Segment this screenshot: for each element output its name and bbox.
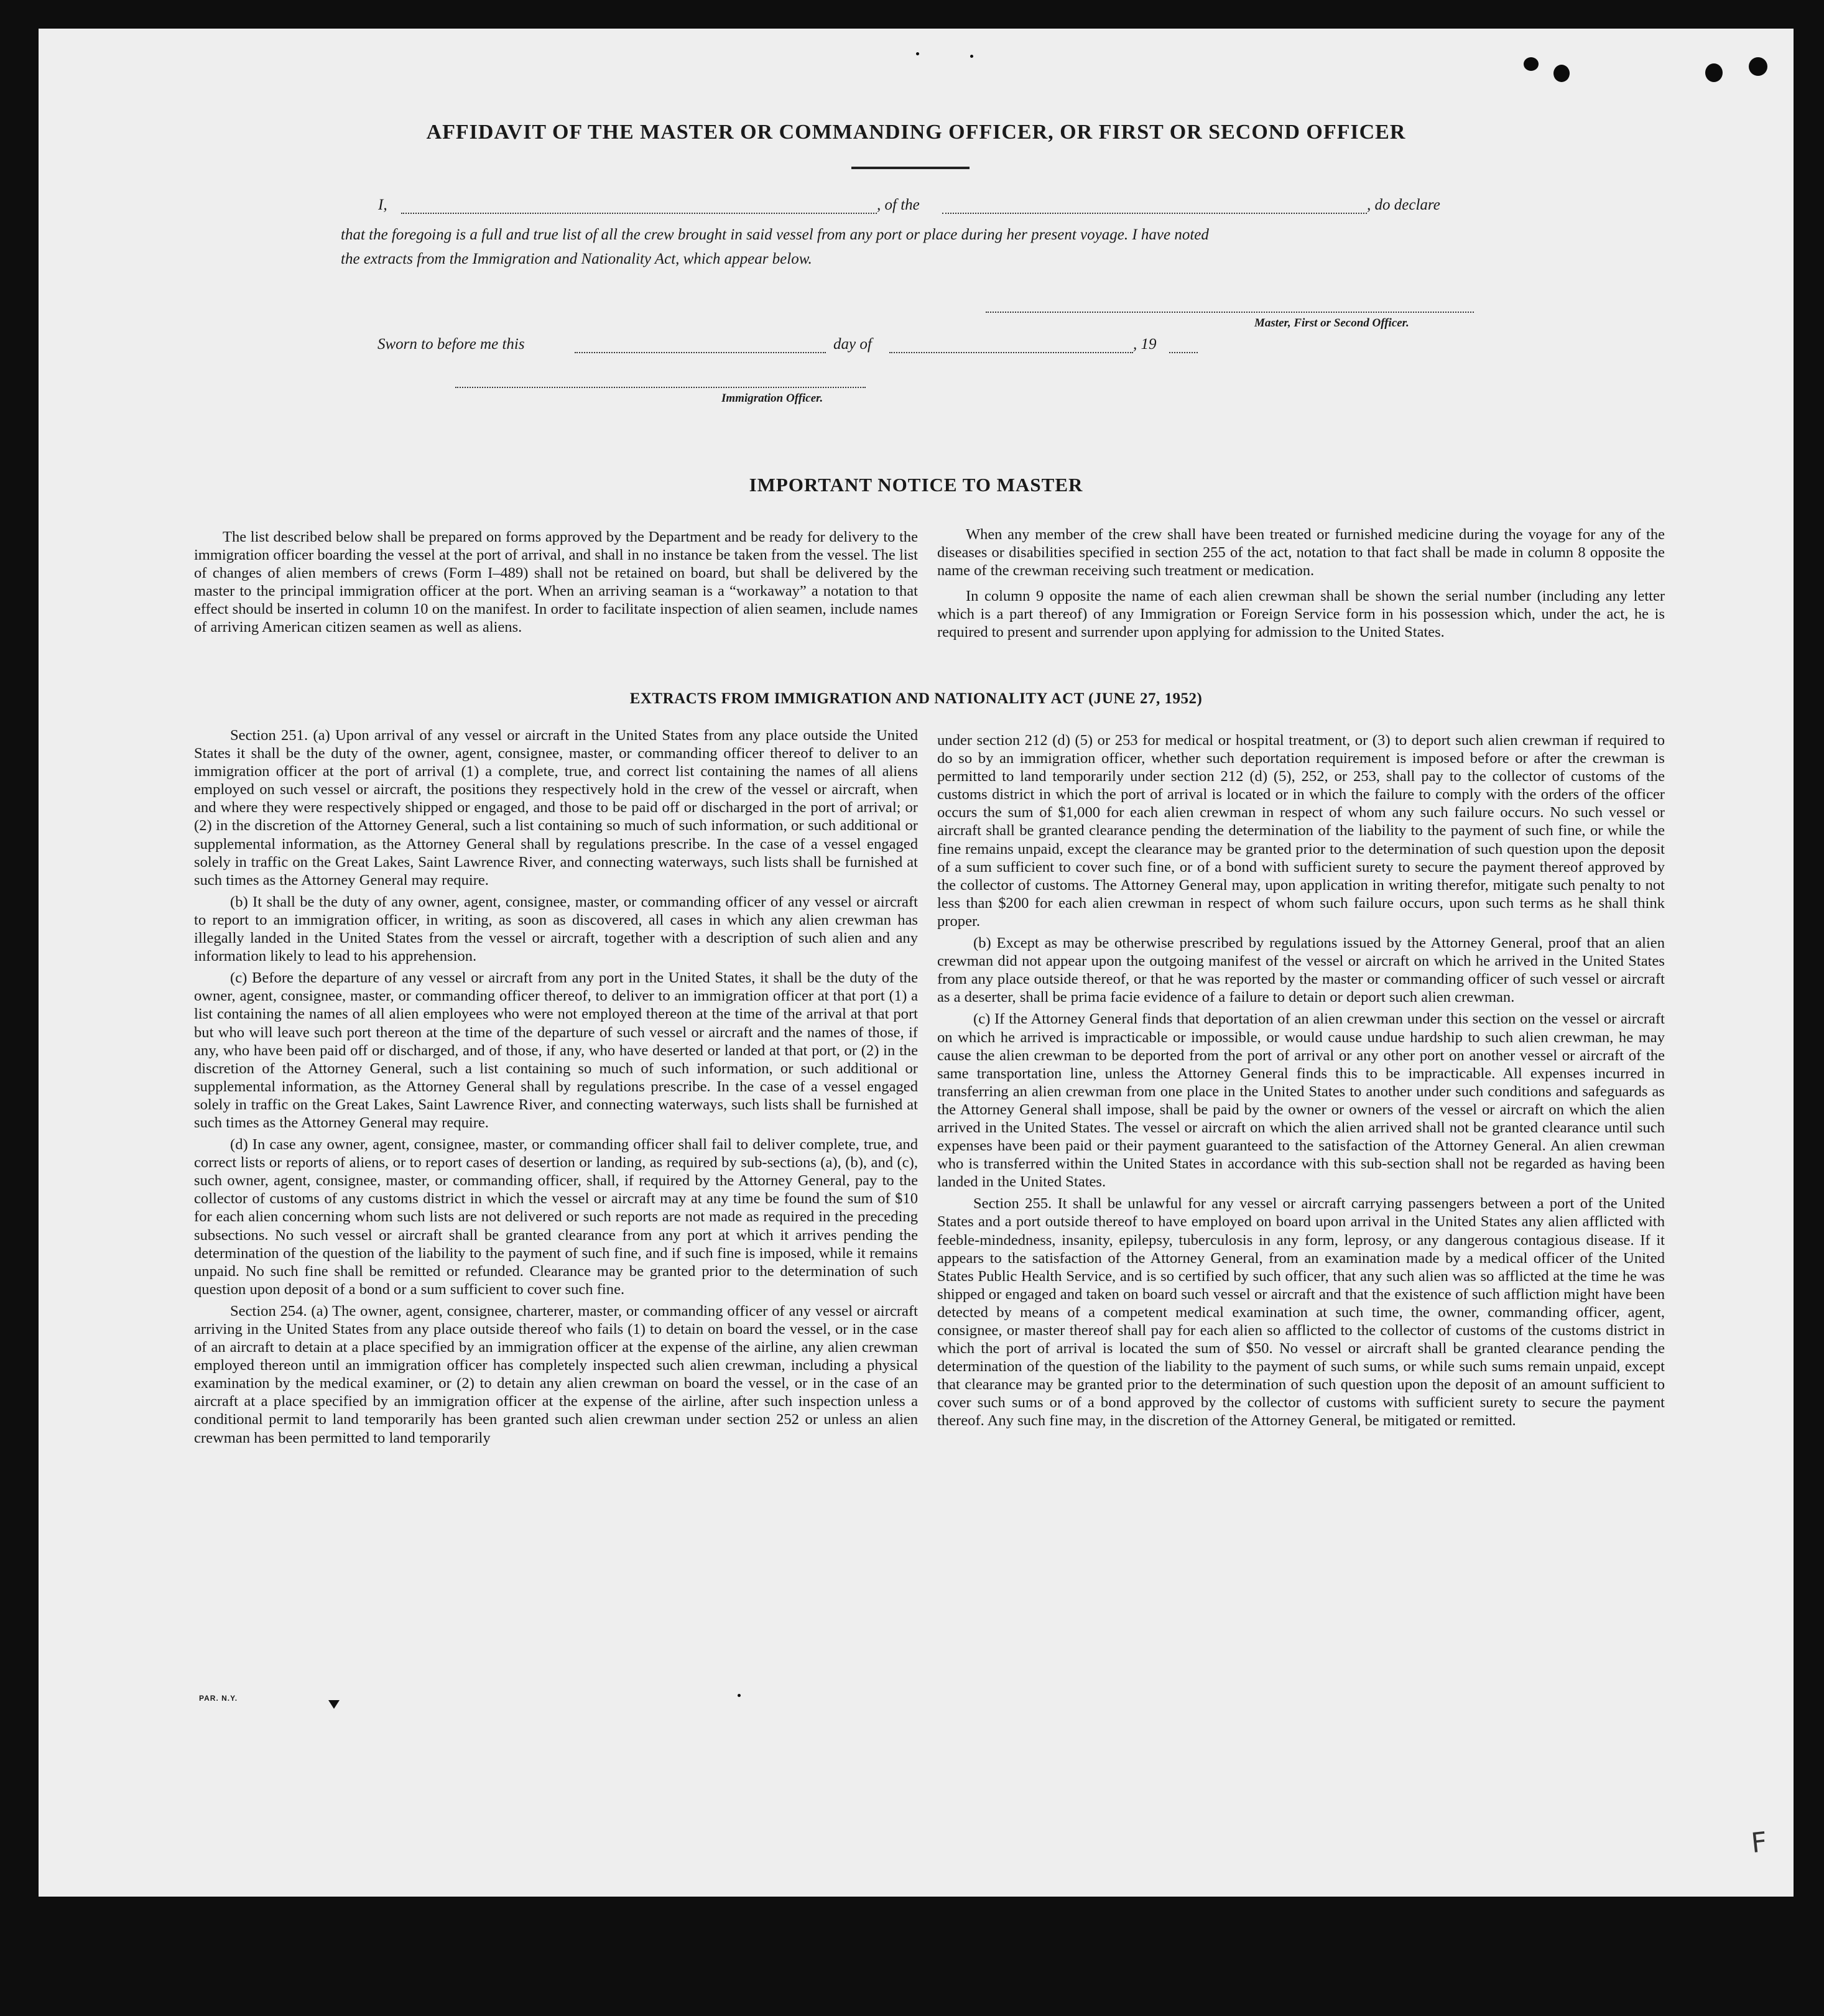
sworn-day-field[interactable] bbox=[575, 352, 826, 353]
section-251-d: (d) In case any owner, agent, consignee, master, or commanding officer shall fail to deliver complete, true, and correct lists or reports of aliens, or to report cases of desertion or landing, as required by sub-sections (a), (b), and (c), such owner, agent, consignee, master, or commanding officer, shall, if required by the Attorney General, pay to the collector of customs of any customs district in which the vessel or aircraft may at any time be found the sum of $10 for each alien concerning whom such lists are not delivered or such reports are not made as required in the preceding subsections. No such vessel or aircraft shall be granted clearance from any port at which it arrives pending the determination of the question of the liability to the payment of such fine, and if such fine is imposed, while it remains unpaid. No such fine shall be remitted or refunded. Clearance may be granted prior to the determination of such question upon deposit of a bond or a sum sufficient to cover such fine. bbox=[194, 1136, 918, 1298]
day-of-label: day of bbox=[833, 336, 872, 353]
notice-right-paragraph-1: When any member of the crew shall have been treated or furnished medicine during the voyage for any of the diseases or disabilities specified in section 255 of the act, notation to that fact shall be made in column 8 opposite the name of the crewman receiving such treatment or medication. bbox=[937, 526, 1665, 579]
ink-speck bbox=[916, 52, 919, 55]
sworn-month-field[interactable] bbox=[889, 352, 1133, 353]
extracts-left-column bbox=[194, 726, 918, 1451]
sworn-label: Sworn to before me this bbox=[377, 336, 525, 353]
year-label: , 19 bbox=[1133, 336, 1157, 353]
section-251-c: (c) Before the departure of any vessel or aircraft from any port in the United States, it shall be the duty of the owner, agent, consignee, master, or commanding officer thereof, to deliver to an immigration officer at that port (1) a list containing the names of all alien employees who were not employed thereon at the time of the arrival at that port but who will leave such port thereon at the time of the departure of such vessel or aircraft and the names of those, if any, who have been paid off or discharged, and of those, if any, who have deserted or landed at that port, or (2) in the discretion of the Attorney General, such a list containing so much of such information, or such additional or supplemental information, as the Attorney General shall by regulations prescribe. In the case of a vessel engaged solely in traffic on the Great Lakes, Saint Lawrence River, and connecting waterways, such lists shall be furnished at such times as the Attorney General may require. bbox=[194, 969, 918, 1131]
handwritten-mark: F bbox=[1749, 1826, 1769, 1860]
affidavit-title: AFFIDAVIT OF THE MASTER OR COMMANDING OFFICER, OR FIRST OR SECOND OFFICER bbox=[426, 121, 1406, 144]
notice-title: IMPORTANT NOTICE TO MASTER bbox=[749, 474, 1083, 496]
ink-speck bbox=[738, 1694, 741, 1697]
section-255: Section 255. It shall be unlawful for any vessel or aircraft carrying passengers between a port of the United States and a port outside thereof to have employed on board upon arrival in the United States any alien afflicted with feeble-mindedness, insanity, epilepsy, tuberculosis in any form, leprosy, or any dangerous contagious disease. If it appears to the satisfaction of the Attorney General, from an examination made by a medical officer of the United States Public Health Service, and is so certified by such officer, that any such alien was so afflicted at the time he was shipped or engaged and taken on board such vessel or aircraft and that the existence of such affliction might have been detected by means of a competent medical examination at such time, the owner, commanding officer, agent, consignee, or master thereof shall pay for each alien so afflicted to the collector of customs of the customs district in which the port of arrival is located the sum of $50. No vessel or aircraft shall be granted clearance pending the determination of the question of the liability to the payment of such sums, or while such sums remain unpaid, except that clearance may be granted prior to the determination of such question upon the deposit of an amount sufficient to cover such sums or of a bond approved by the collector of customs with sufficient surety to secure the payment thereof. Any such fine may, in the discretion of the Attorney General, be mitigated or remitted. bbox=[937, 1195, 1665, 1430]
notice-left-column bbox=[194, 528, 918, 636]
printer-mark: PAR. N.Y. bbox=[199, 1694, 238, 1703]
extracts-right-column bbox=[937, 731, 1665, 1434]
master-signature-line[interactable] bbox=[986, 312, 1474, 313]
title-underline bbox=[851, 167, 970, 169]
section-251-b: (b) It shall be the duty of any owner, agent, consignee, master, or commanding officer of any vessel or aircraft to report to an immigration officer, in writing, as soon as discovered, all cases in which any alien crewman has illegally landed in the United States from the vessel or aircraft, together with a description of such alien and any information likely to lead to his apprehension. bbox=[194, 893, 918, 965]
section-254-a-continued: under section 212 (d) (5) or 253 for medical or hospital treatment, or (3) to deport such alien crewman if required to do so by an immigration officer, whether such deportation requirement is imposed before or after the crewman is permitted to land temporarily under section 212 (d) (5), 252, or 253, shall pay to the collector of customs of the customs district in which the port of arrival is located or in which the failure to comply with the orders of the officer occurs the sum of $1,000 for each alien crewman in respect of whom any such failure occurs. No such vessel or aircraft shall be granted clearance pending the determination of the liability to the payment of such fine, or while the fine remains unpaid, except the clearance may be granted prior to the determination of such question upon the deposit of a sum sufficient to cover such fine, or of a bond with sufficient surety to secure the payment thereof approved by the collector of customs. The Attorney General may, upon application in writing therefor, mitigate such penalty to not less than $200 for each alien crewman in respect of whom such failure occurs, upon such terms as he shall think proper. bbox=[937, 732, 1665, 930]
ink-spot bbox=[1705, 63, 1723, 82]
document-page bbox=[39, 29, 1794, 1897]
ink-spot bbox=[1524, 57, 1539, 71]
notice-right-paragraph-2: In column 9 opposite the name of each alien crewman shall be shown the serial number (including any letter which is a part thereof) of any Immigration or Foreign Service form in his possession which, under the act, he is required to present and surrender upon applying for admission to the United States. bbox=[937, 588, 1665, 640]
affidavit-i: I, bbox=[378, 197, 387, 213]
declarant-name-field[interactable] bbox=[401, 213, 877, 214]
officer-signature-caption: Immigration Officer. bbox=[721, 392, 823, 405]
extracts-title: EXTRACTS FROM IMMIGRATION AND NATIONALITY ACT (JUNE 27, 1952) bbox=[629, 690, 1203, 707]
officer-signature-line[interactable] bbox=[455, 387, 866, 388]
affidavit-of-the: , of the bbox=[877, 197, 920, 213]
notice-right-column bbox=[937, 525, 1665, 641]
ink-spot bbox=[1749, 57, 1767, 76]
ink-speck bbox=[970, 55, 973, 58]
notice-left-paragraph: The list described below shall be prepared on forms approved by the Department and be ready for delivery to the immigration officer boarding the vessel at the port of arrival, and shall in no instance be taken from the vessel. The list of changes of alien members of crews (Form I–489) shall not be retained on board, but shall be delivered by the master to the principal immigration officer at the port. When an arriving seaman is a “workaway” a notation to that effect should be inserted in column 10 on the manifest. In order to facilitate inspection of alien seamen, include names of arriving American citizen seamen as well as aliens. bbox=[194, 529, 918, 636]
section-254-a: Section 254. (a) The owner, agent, consignee, charterer, master, or commanding officer of any vessel or aircraft arriving in the United States from any place outside thereof who fails (1) to detain on board the vessel, or in the case of an aircraft to detain at a place specified by an immigration officer at the expense of the airline, any alien crewman employed thereon until an immigration officer has completely inspected such alien crewman, including a physical examination by the medical examiner, or (2) to detain any alien crewman on board the vessel, or in the case of an aircraft at a place specified by an immigration officer at the expense of the airline, after such inspection unless a conditional permit to land temporarily has been granted such alien crewman under section 252 or unless an alien crewman has been permitted to land temporarily bbox=[194, 1302, 918, 1446]
sworn-year-field[interactable] bbox=[1169, 352, 1198, 353]
master-signature-caption: Master, First or Second Officer. bbox=[1254, 317, 1409, 330]
section-254-b: (b) Except as may be otherwise prescribed by regulations issued by the Attorney General, proof that an alien crewman did not appear upon the outgoing manifest of the vessel or aircraft on which he arrived in the United States from any place outside thereof, or that he was reported by the master or commanding officer of such vessel or aircraft as a deserter, shall be prima facie evidence of a failure to detain or deport such alien crewman. bbox=[937, 935, 1665, 1006]
affidavit-line-3: the extracts from the Immigration and Nationality Act, which appear below. bbox=[341, 251, 812, 267]
affidavit-do-declare: , do declare bbox=[1367, 197, 1440, 213]
section-254-c: (c) If the Attorney General finds that deportation of an alien crewman under this section on the vessel or aircraft on which he arrived is impracticable or impossible, or would cause undue hardship to such alien crewman, he may cause the alien crewman to be deported from the port of arrival or any other port on another vessel or aircraft of the same transportation line, unless the Attorney General finds this to be impracticable. All expenses incurred in transferring an alien crewman from one place in the United States to another under such conditions and safeguards as the Attorney General shall impose, shall be paid by the owner or owners of the vessel or aircraft on which the alien arrived in the United States. The vessel or aircraft on which the alien arrived shall not be granted clearance until such expenses have been paid or their payment guaranteed to the satisfaction of the Attorney General. An alien crewman who is transferred within the United States in accordance with this sub-section shall not be regarded as having been landed in the United States. bbox=[937, 1010, 1665, 1191]
ink-mark bbox=[328, 1700, 340, 1709]
ink-spot bbox=[1553, 65, 1570, 82]
section-251-a: Section 251. (a) Upon arrival of any vessel or aircraft in the United States from any place outside the United States it shall be the duty of the owner, agent, consignee, master, or commanding officer thereof to deliver to an immigration officer at the port of arrival (1) a complete, true, and correct list containing the names of all aliens employed on such vessel or aircraft, the positions they respectively hold in the crew of the vessel or aircraft, when and where they were respectively shipped or engaged, and those to be paid off or discharged in the port of arrival; or (2) in the discretion of the Attorney General, such a list containing so much of such information, or such additional or supplemental information, as the Attorney General shall by regulations prescribe. In the case of a vessel engaged solely in traffic on the Great Lakes, Saint Lawrence River, and connecting waterways, such lists shall be furnished at such times as the Attorney General may require. bbox=[194, 727, 918, 889]
affidavit-line-2: that the foregoing is a full and true list of all the crew brought in said vessel from any port or place during her present voyage. I have noted bbox=[341, 226, 1209, 243]
vessel-name-field[interactable] bbox=[942, 213, 1367, 214]
